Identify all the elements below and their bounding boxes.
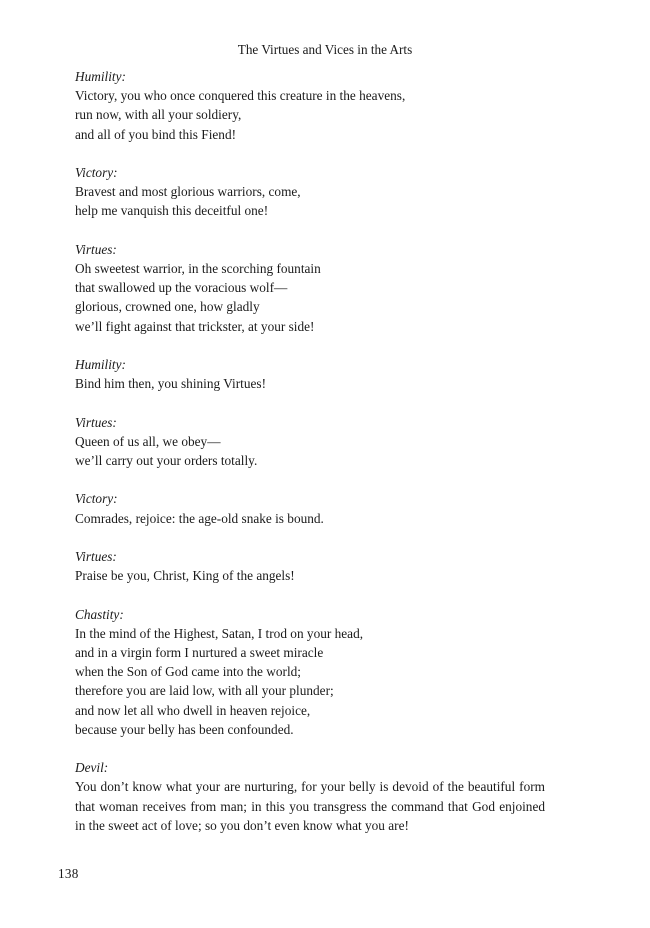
verse-line: and in a virgin form I nurtured a sweet miracle <box>75 644 324 660</box>
page-number: 138 <box>58 866 79 881</box>
verse-line: Bind him then, you shining Virtues! <box>75 376 267 392</box>
verse-line: glorious, crowned one, how gladly <box>75 299 260 315</box>
speaker-label: Virtues: <box>75 548 117 564</box>
running-head: The Virtues and Vices in the Arts <box>237 42 413 57</box>
speaker-label: Chastity: <box>75 606 124 622</box>
dialogue-block <box>75 489 545 527</box>
verse-line: help me vanquish this deceitful one! <box>75 203 269 219</box>
speaker-label: Victory: <box>75 165 118 180</box>
speaker-label: Humility: <box>75 69 126 84</box>
speaker-label: Virtues: <box>75 414 117 430</box>
dialogue-block <box>75 67 545 144</box>
verse-line: Bravest and most glorious warriors, come, <box>75 184 301 200</box>
verse-line: therefore you are laid low, with all your plunder; <box>75 683 334 699</box>
dialogue-block <box>75 413 545 471</box>
verse-line: Oh sweetest warrior, in the scorching fountain <box>75 261 321 276</box>
dialogue-block <box>75 163 545 221</box>
verse-line: Queen of us all, we obey— <box>75 433 221 449</box>
dialogue-body <box>75 67 545 854</box>
speaker-label: Victory: <box>75 491 118 507</box>
speaker-label: Humility: <box>75 357 126 372</box>
prose-paragraph: You don’t know what your are nurturing, for your belly is devoid of the beautiful form that woman receives from man; in this you transgress the command that God enjoined in the sweet act of love; so you don’t even know what you are! <box>75 779 545 833</box>
verse-line: that swallowed up the voracious wolf— <box>75 280 288 296</box>
verse-line: In the mind of the Highest, Satan, I trod on your head, <box>75 625 364 641</box>
verse-line: and now let all who dwell in heaven rejoice, <box>75 702 311 718</box>
verse-line: Victory, you who once conquered this creature in the heavens, <box>75 88 406 104</box>
verse-line: and all of you bind this Fiend! <box>75 126 237 142</box>
dialogue-block-prose <box>75 758 545 835</box>
verse-line: we’ll fight against that trickster, at your side! <box>75 318 315 334</box>
verse-line: Praise be you, Christ, King of the angels! <box>75 568 295 584</box>
dialogue-block <box>75 547 545 585</box>
dialogue-block <box>75 605 545 739</box>
verse-line: because your belly has been confounded. <box>75 721 294 737</box>
verse-line: Comrades, rejoice: the age-old snake is bound. <box>75 510 324 526</box>
dialogue-block <box>75 355 545 393</box>
speaker-label: Devil: <box>75 760 109 776</box>
verse-line: when the Son of God came into the world; <box>75 664 302 680</box>
verse-line: run now, with all your soldiery, <box>75 107 242 123</box>
verse-line: we’ll carry out your orders totally. <box>75 453 258 468</box>
speaker-label: Virtues: <box>75 241 117 257</box>
dialogue-block <box>75 240 545 336</box>
